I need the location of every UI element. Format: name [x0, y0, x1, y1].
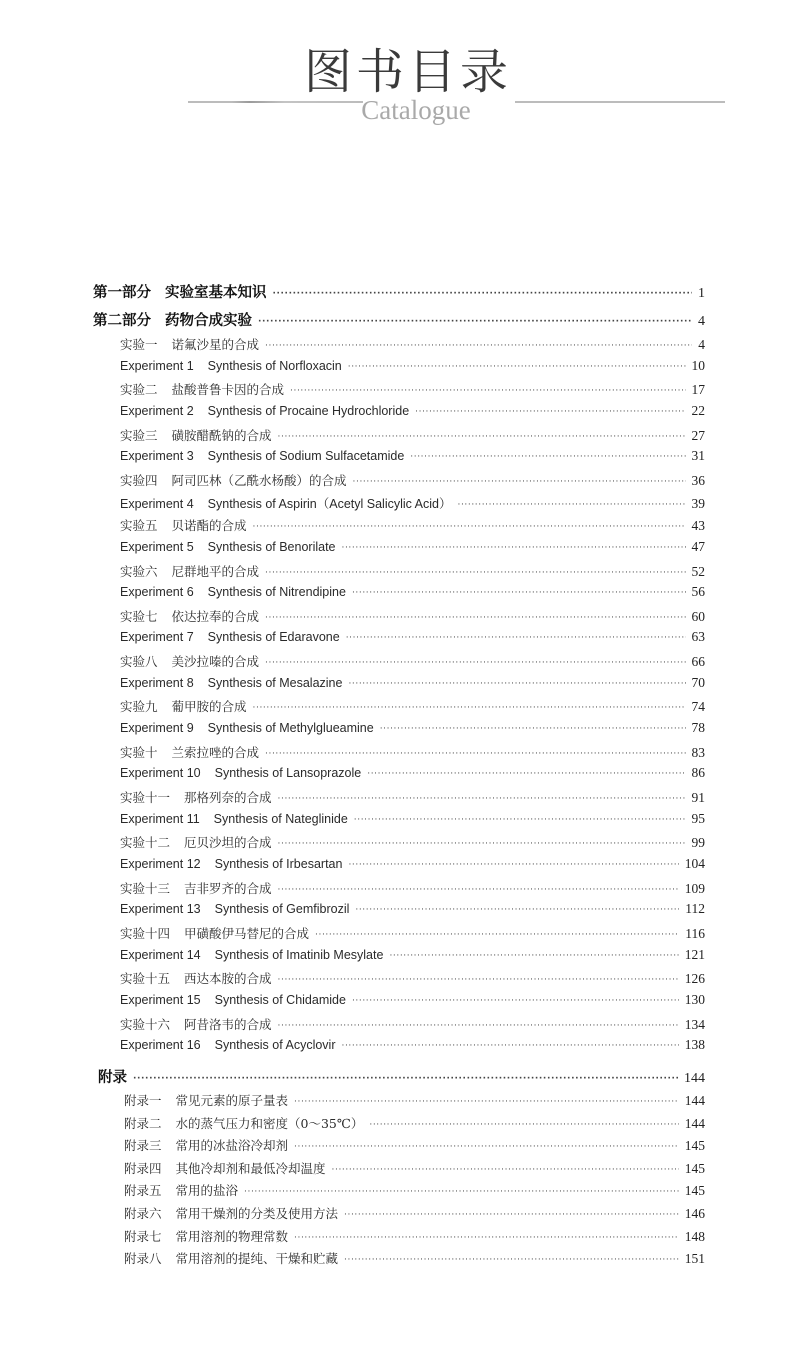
toc-page-number: 144	[684, 1115, 705, 1131]
toc-part-number: 第一部分	[93, 285, 151, 301]
toc-page-number: 148	[684, 1228, 705, 1244]
toc-entry-title: Synthesis of Aspirin（Acetyl Salicylic Acid）	[207, 496, 452, 511]
leader-dots	[265, 341, 692, 351]
leader-dots	[348, 860, 678, 870]
toc-entry-number: Experiment 4	[120, 496, 194, 511]
toc-entry-title: Synthesis of Chidamide	[214, 992, 346, 1007]
toc-appendix-entry[interactable]	[124, 1114, 705, 1132]
toc-entry-title: Synthesis of Nateglinide	[213, 811, 348, 826]
toc-entry-number: 实验四	[120, 473, 158, 488]
toc-page-number: 52	[691, 563, 705, 579]
toc-entry-number: Experiment 8	[120, 675, 194, 690]
toc-page-number: 99	[691, 835, 705, 851]
toc-page-number: 130	[684, 991, 705, 1007]
toc-page-number: 151	[684, 1251, 705, 1267]
leader-dots	[315, 930, 679, 940]
toc-appendix-entry[interactable]	[124, 1204, 705, 1222]
leader-dots	[294, 1142, 679, 1152]
toc-page-number: 145	[684, 1160, 705, 1176]
leader-dots	[348, 362, 686, 372]
toc-entry[interactable]	[120, 697, 705, 715]
toc-entry-title: Synthesis of Nitrendipine	[207, 585, 346, 600]
toc-entry[interactable]	[120, 901, 705, 917]
toc-entry[interactable]	[120, 358, 705, 374]
toc-entry[interactable]	[120, 403, 705, 419]
toc-page-number: 70	[691, 674, 705, 690]
toc-entry-title: 其他冷却剂和最低冷却温度	[175, 1160, 326, 1176]
toc-page-number: 83	[691, 744, 705, 760]
leader-dots	[133, 1074, 678, 1084]
page-header	[0, 0, 800, 140]
toc-entry-title: Synthesis of Sodium Sulfacetamide	[207, 449, 405, 464]
toc-entry-title: 常用溶剂的物理常数	[175, 1228, 289, 1244]
toc-entry-title: Synthesis of Norfloxacin	[207, 358, 342, 373]
leader-dots	[244, 1187, 679, 1197]
toc-page-number: 1	[698, 286, 705, 301]
toc-appendix-entry[interactable]	[124, 1136, 705, 1154]
toc-part-number: 第二部分	[93, 313, 151, 329]
toc-entry[interactable]	[120, 629, 705, 645]
toc-appendix-entry[interactable]	[124, 1159, 705, 1177]
toc-entry[interactable]	[120, 788, 705, 806]
toc-entry-title: 美沙拉嗪的合成	[171, 655, 260, 670]
toc-page-number: 145	[684, 1183, 705, 1199]
toc-entry-number: 实验十六	[120, 1017, 171, 1032]
leader-dots	[344, 1255, 679, 1265]
toc-entry-title: 水的蒸气压力和密度（0～35℃）	[175, 1115, 364, 1131]
toc-entry-title: 常用干燥剂的分类及使用方法	[175, 1206, 339, 1221]
leader-dots	[410, 452, 685, 462]
toc-page-number: 116	[685, 925, 705, 941]
leader-dots	[265, 568, 685, 578]
toc-entry-number: 实验九	[120, 700, 158, 715]
toc-page-number: 4	[698, 314, 705, 329]
toc-entry-title: Synthesis of Mesalazine	[207, 675, 343, 690]
toc-entry[interactable]	[120, 426, 705, 444]
leader-dots	[342, 1041, 679, 1051]
toc-entry-title: 常见元素的原子量表	[175, 1093, 289, 1108]
toc-entry-number: 实验十三	[120, 881, 171, 896]
leader-dots	[354, 815, 686, 825]
toc-page-number: 95	[691, 810, 705, 826]
leader-dots	[352, 588, 686, 598]
toc-entry-number: Experiment 5	[120, 539, 194, 554]
toc-appendix-entry[interactable]	[124, 1227, 705, 1245]
leader-dots	[344, 1210, 679, 1220]
page-subtitle: Catalogue	[361, 95, 471, 125]
toc-entry-number: Experiment 1	[120, 358, 194, 373]
toc-page-number: 144	[684, 1071, 705, 1086]
toc-entry[interactable]	[120, 947, 705, 963]
leader-dots	[348, 679, 685, 689]
leader-dots	[278, 432, 686, 442]
toc-entry-number: 实验十	[120, 745, 158, 760]
toc-page-number: 138	[684, 1037, 705, 1053]
toc-entry[interactable]	[120, 1037, 705, 1053]
leader-dots	[265, 749, 685, 759]
toc-entry-number: Experiment 14	[120, 947, 201, 962]
toc-appendix-heading[interactable]	[98, 1066, 705, 1087]
toc-part-1[interactable]	[93, 281, 705, 302]
toc-entry-number: Experiment 10	[120, 766, 201, 781]
toc-entry-title: Synthesis of Benorilate	[207, 539, 336, 554]
toc-entry[interactable]	[120, 833, 705, 851]
toc-entry-title: 厄贝沙坦的合成	[184, 836, 272, 851]
leader-dots	[342, 543, 686, 553]
toc-page-number: 126	[684, 971, 705, 987]
toc-entry-title: 那格列奈的合成	[184, 791, 272, 805]
toc-entry[interactable]	[120, 743, 705, 761]
toc-page-number: 121	[684, 946, 705, 962]
toc-entry-number: 实验十一	[120, 791, 171, 805]
toc-entry[interactable]	[120, 380, 705, 398]
toc-entry-number: Experiment 2	[120, 403, 194, 418]
toc-entry[interactable]	[120, 675, 705, 691]
toc-entry[interactable]	[120, 494, 705, 512]
toc-appendix-entry[interactable]	[124, 1249, 705, 1267]
toc-entry-title: 盐酸普鲁卡因的合成	[171, 383, 285, 398]
toc-entry-number: Experiment 15	[120, 992, 201, 1007]
toc-entry-title: 诺氟沙星的合成	[171, 338, 260, 352]
toc-entry[interactable]	[120, 879, 705, 897]
toc-entry-title: Synthesis of Lansoprazole	[214, 766, 362, 781]
toc-page-number: 22	[691, 402, 705, 418]
toc-entry-title: 葡甲胺的合成	[171, 700, 247, 715]
toc-appendix-entry[interactable]	[124, 1181, 705, 1199]
toc-page-number: 17	[691, 382, 705, 398]
toc-entry-number: 附录六	[124, 1206, 162, 1221]
toc-entry-title: Synthesis of Imatinib Mesylate	[214, 947, 384, 962]
toc-appendix-title: 附录	[98, 1070, 127, 1086]
toc-page-number: 60	[691, 608, 705, 624]
toc-entry-title: 尼群地平的合成	[171, 564, 260, 579]
toc-entry-title: 常用溶剂的提纯、干燥和贮藏	[175, 1251, 339, 1267]
toc-entry-number: 附录五	[124, 1183, 162, 1199]
toc-entry-title: 甲磺酸伊马替尼的合成	[184, 926, 310, 941]
toc-page-number: 104	[684, 855, 705, 871]
toc-entry-number: 附录八	[124, 1251, 162, 1267]
leader-dots	[369, 1120, 678, 1130]
toc-entry-number: 附录一	[124, 1093, 162, 1108]
leader-dots	[294, 1097, 679, 1107]
leader-dots	[367, 769, 685, 779]
toc-page-number: 145	[684, 1138, 705, 1154]
toc-page-number: 112	[685, 901, 705, 917]
toc-page-number: 109	[684, 880, 705, 896]
leader-dots	[278, 794, 686, 804]
toc-entry-number: Experiment 6	[120, 585, 194, 600]
toc-entry-number: 实验十四	[120, 926, 171, 941]
toc-entry[interactable]	[120, 652, 705, 670]
toc-page-number: 47	[691, 538, 705, 554]
leader-dots	[253, 522, 686, 532]
leader-dots	[265, 658, 685, 668]
toc-entry[interactable]	[120, 969, 705, 987]
leader-dots	[332, 1165, 679, 1175]
toc-page-number: 4	[698, 337, 705, 352]
toc-entry[interactable]	[120, 335, 705, 353]
toc-part-2[interactable]	[93, 309, 705, 330]
leader-dots	[346, 633, 686, 643]
leader-dots	[290, 386, 685, 396]
toc-entry-title: Synthesis of Acyclovir	[214, 1038, 336, 1053]
toc-page-number: 36	[691, 472, 705, 488]
toc-entry-title: 西达本胺的合成	[184, 972, 272, 987]
toc-entry-title: Synthesis of Gemfibrozil	[214, 902, 350, 917]
toc-entry-number: 实验十五	[120, 972, 171, 987]
toc-entry[interactable]	[120, 562, 705, 580]
toc-entry-number: Experiment 11	[120, 811, 200, 826]
toc-page-number: 74	[691, 699, 705, 715]
toc-page-number: 43	[691, 518, 705, 534]
toc-entry-title: 常用的冰盐浴冷却剂	[175, 1138, 289, 1154]
toc-entry-number: 附录四	[124, 1160, 162, 1176]
toc-entry-title: 兰索拉唑的合成	[171, 745, 260, 760]
toc-entry-number: 附录七	[124, 1228, 162, 1244]
toc-entry[interactable]	[120, 856, 705, 872]
toc-part-title: 实验室基本知识	[165, 285, 267, 301]
leader-dots	[353, 477, 686, 487]
toc-entry-number: 实验六	[120, 564, 158, 579]
toc-entry-title: Synthesis of Edaravone	[207, 630, 340, 645]
toc-entry-title: 依达拉奉的合成	[171, 609, 260, 624]
toc-entry[interactable]	[120, 539, 705, 555]
toc-entry-number: Experiment 16	[120, 1038, 201, 1053]
toc-appendix-entry[interactable]	[124, 1091, 705, 1109]
toc-entry-title: 阿司匹林（乙酰水杨酸）的合成	[171, 473, 347, 488]
toc-entry-number: 实验三	[120, 428, 158, 443]
leader-dots	[389, 951, 678, 961]
toc-page-number: 134	[684, 1016, 705, 1032]
leader-dots	[355, 905, 679, 915]
toc-entry-number: 实验八	[120, 655, 158, 670]
toc-page-number: 56	[691, 584, 705, 600]
toc-entry[interactable]	[120, 992, 705, 1008]
toc-page-number: 86	[691, 765, 705, 781]
toc-entry-title: 吉非罗齐的合成	[184, 881, 272, 896]
toc-entry-title: 常用的盐浴	[175, 1183, 239, 1199]
toc-entry[interactable]	[120, 607, 705, 625]
toc-page-number: 78	[691, 720, 705, 736]
toc-entry[interactable]	[120, 471, 705, 489]
toc-page-number: 91	[691, 790, 705, 805]
toc-entry-number: 实验二	[120, 383, 158, 398]
toc-entry-number: 附录二	[124, 1115, 162, 1131]
toc-entry-number: Experiment 7	[120, 630, 194, 645]
toc-entry-title: Synthesis of Irbesartan	[214, 856, 343, 871]
leader-dots	[273, 289, 693, 299]
toc-entry[interactable]	[120, 1015, 705, 1033]
leader-dots	[352, 996, 679, 1006]
toc-page-number: 66	[691, 654, 705, 670]
toc-entry[interactable]	[120, 516, 705, 534]
toc-entry-number: 实验十二	[120, 836, 171, 851]
toc-entry-title: 贝诺酯的合成	[171, 519, 247, 534]
leader-dots	[278, 1021, 679, 1031]
toc-page-number: 63	[691, 629, 705, 645]
toc-page-number: 146	[684, 1206, 705, 1221]
leader-dots	[253, 703, 686, 713]
toc-page-number: 10	[691, 357, 705, 373]
toc-entry[interactable]	[120, 765, 705, 781]
toc-entry-number: 附录三	[124, 1138, 162, 1154]
toc-entry-number: Experiment 9	[120, 721, 194, 736]
toc-entry[interactable]	[120, 811, 705, 827]
toc-entry-number: Experiment 12	[120, 856, 201, 871]
leader-dots	[278, 839, 686, 849]
leader-dots	[278, 975, 679, 985]
toc-entry[interactable]	[120, 720, 705, 736]
toc-page-number: 27	[691, 427, 705, 443]
leader-dots	[258, 317, 692, 327]
toc-entry-title: Synthesis of Procaine Hydrochloride	[207, 403, 410, 418]
leader-dots	[380, 724, 686, 734]
toc-entry-number: Experiment 3	[120, 449, 194, 464]
toc-part-title: 药物合成实验	[165, 313, 252, 329]
toc-entry[interactable]	[120, 448, 705, 464]
toc-entry-number: 实验一	[120, 338, 158, 352]
toc-page-number: 39	[691, 495, 705, 511]
toc-entry[interactable]	[120, 924, 705, 942]
toc-page-number: 144	[684, 1093, 705, 1108]
page-title: 图书目录	[303, 44, 512, 100]
toc-entry-title: 阿昔洛韦的合成	[184, 1017, 272, 1032]
toc-page-number: 31	[691, 448, 705, 464]
leader-dots	[265, 613, 685, 623]
leader-dots	[278, 885, 679, 895]
toc-entry[interactable]	[120, 584, 705, 600]
leader-dots	[458, 500, 686, 510]
leader-dots	[415, 407, 685, 417]
toc-entry-title: Synthesis of Methylglueamine	[207, 721, 374, 736]
leader-dots	[294, 1233, 679, 1243]
toc-entry-title: 磺胺醋酰钠的合成	[171, 428, 272, 443]
toc-entry-number: Experiment 13	[120, 902, 201, 917]
toc-entry-number: 实验五	[120, 519, 158, 534]
toc-entry-number: 实验七	[120, 609, 158, 624]
